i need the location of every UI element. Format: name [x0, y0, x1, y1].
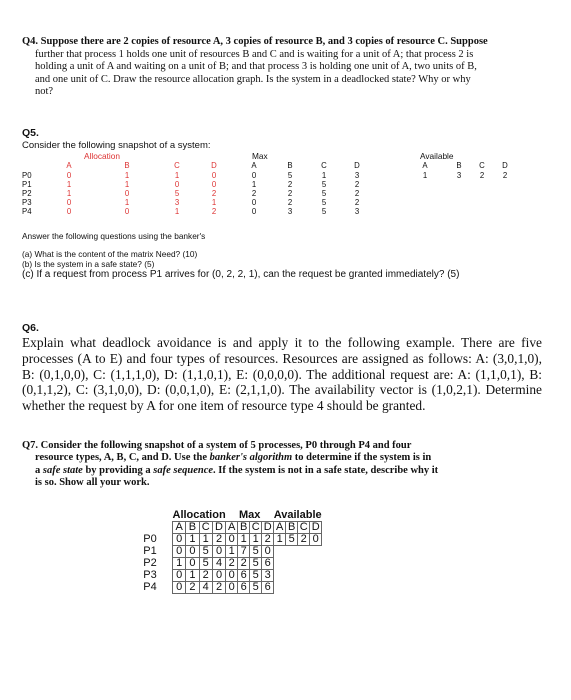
process-label: P1: [143, 545, 157, 557]
available-cell: 1: [274, 534, 286, 546]
question-4-line-5: not?: [35, 86, 54, 98]
allocation-cell: 0: [66, 171, 72, 180]
max-cell: 2: [354, 189, 360, 198]
allocation-cell: 1: [186, 570, 199, 582]
allocation-cell: 1: [66, 189, 72, 198]
max-col-b: B: [287, 161, 293, 170]
max-cell: 2: [251, 189, 257, 198]
table-row: [128, 570, 322, 582]
allocation-cell: 2: [212, 582, 225, 594]
max-col-a: A: [251, 161, 257, 170]
allocation-cell: 0: [211, 171, 217, 180]
allocation-cell: 3: [174, 198, 180, 207]
max-cell: 6: [262, 558, 274, 570]
question-5-instruction: Answer the following questions using the banker's: [22, 231, 206, 241]
question-5-part-b: (b) Is the system in a safe state? (5): [22, 259, 155, 269]
allocation-cell: 1: [211, 198, 217, 207]
max-col-d: D: [354, 161, 360, 170]
max-cell: 5: [250, 582, 262, 594]
available-cell: [286, 546, 298, 558]
process-label: P4: [143, 581, 157, 593]
resource-letter: B: [286, 522, 298, 534]
available-header: Available: [420, 151, 454, 161]
available-col-d: D: [502, 161, 508, 170]
allocation-header: Allocation: [172, 509, 226, 521]
max-cell: 5: [321, 207, 327, 216]
allocation-cell: 1: [66, 180, 72, 189]
resource-letter: B: [186, 522, 199, 534]
question-4: [22, 36, 522, 99]
available-cell: [298, 582, 310, 594]
max-cell: 3: [354, 171, 360, 180]
available-cell: [298, 558, 310, 570]
question-6-number: Q6.: [22, 322, 39, 334]
max-cell: 0: [251, 171, 257, 180]
max-header: Max: [252, 151, 268, 161]
resource-letter: A: [274, 522, 286, 534]
question-7-line-1: Consider the following snapshot of a system of 5 processes, P0 through P4 and four: [40, 440, 412, 451]
allocation-cell: 5: [174, 189, 180, 198]
max-cell: 2: [238, 558, 250, 570]
available-cell: [274, 582, 286, 594]
max-cell: 2: [287, 180, 293, 189]
allocation-cell: 0: [173, 534, 186, 546]
question-4-line-3: holding a unit of A and waiting on a unit of B; and that process 3 is holding one unit of A, two units of B,: [35, 61, 477, 73]
max-cell: 3: [354, 207, 360, 216]
question-7-line-3-a: a: [35, 464, 41, 476]
question-7-line-2-a: resource types, A, B, C, and D. Use the: [35, 452, 207, 464]
max-cell: 6: [238, 570, 250, 582]
max-cell: 2: [354, 198, 360, 207]
allocation-cell: 1: [186, 534, 199, 546]
allocation-cell: 2: [212, 534, 225, 546]
available-cell: 2: [298, 534, 310, 546]
available-cell: 1: [422, 171, 428, 180]
max-cell: 0: [226, 570, 238, 582]
available-cell: [274, 546, 286, 558]
allocation-cell: 4: [212, 558, 225, 570]
corner: [128, 510, 173, 522]
question-7-number: Q7.: [22, 440, 39, 451]
question-5-lead: Consider the following snapshot of a system:: [22, 140, 211, 151]
allocation-cell: 0: [186, 558, 199, 570]
allocation-cell: 0: [211, 180, 217, 189]
resource-letter: A: [173, 522, 186, 534]
available-cell: 5: [286, 534, 298, 546]
allocation-cell: 1: [174, 207, 180, 216]
allocation-cell: 2: [211, 207, 217, 216]
max-cell: 1: [251, 180, 257, 189]
question-7-safe-sequence: safe sequence: [153, 464, 214, 476]
process-label: P3: [22, 198, 32, 207]
allocation-cell: 2: [199, 570, 212, 582]
process-label: P3: [143, 569, 157, 581]
question-7-line-3-c: by providing a: [85, 464, 151, 476]
available-cell: [310, 582, 322, 594]
allocation-cell: 1: [124, 171, 130, 180]
process-label: P0: [143, 533, 157, 545]
process-label: P2: [143, 557, 157, 569]
available-cell: [310, 546, 322, 558]
available-cell: [286, 570, 298, 582]
table-row: [128, 534, 322, 546]
available-col-c: C: [479, 161, 485, 170]
allocation-cell: 1: [199, 534, 212, 546]
allocation-cell: 0: [173, 582, 186, 594]
available-cell: [274, 570, 286, 582]
question-7-safe-state: safe state: [42, 464, 83, 476]
resource-letter: C: [199, 522, 212, 534]
allocation-cell: 1: [124, 180, 130, 189]
question-5-part-c: (c) If a request from process P1 arrives for (0, 2, 2, 1), can the request be granted immediately? (5): [22, 269, 460, 280]
available-cell: [298, 546, 310, 558]
question-6-text: Explain what deadlock avoidance is and apply it to the following example. There are five processes (A to E) and four types of resources. Resources are assigned as follows: A: (3,0,1,0), B: (0,1,0,0), C: (1,1,1,0), D: (1,1,0,1), E: (0,0,0,0). The additional request are: A: (1,1,0,1), B: (0,1,1,2), C: (3,1,0,0), D: (0,0,1,0), E: (2,1,1,0). The availability vector is (1,0,2,1). Determine whether the request by A for one item of resource type 4 should be granted.: [22, 335, 542, 414]
max-cell: 5: [250, 570, 262, 582]
resource-letter: A: [226, 522, 238, 534]
max-cell: 5: [321, 180, 327, 189]
max-cell: 6: [262, 582, 274, 594]
question-7-table: [128, 510, 322, 594]
max-cell: 6: [238, 582, 250, 594]
allocation-cell: 2: [186, 582, 199, 594]
process-label: P2: [22, 189, 32, 198]
max-cell: 3: [287, 207, 293, 216]
max-cell: 2: [287, 198, 293, 207]
question-6: [22, 322, 542, 414]
question-4-line-1: Suppose there are 2 copies of resource A, 3 copies of resource B, and 3 copies of resource C. Suppose: [40, 36, 488, 47]
allocation-col-b: B: [124, 161, 130, 170]
max-cell: 1: [238, 534, 250, 546]
available-cell: [310, 558, 322, 570]
available-cell: [274, 558, 286, 570]
process-label: P1: [22, 180, 32, 189]
question-7-line-2: [22, 452, 542, 464]
allocation-cell: 0: [66, 207, 72, 216]
max-cell: 5: [250, 546, 262, 558]
max-cell: 1: [250, 534, 262, 546]
available-cell: [298, 570, 310, 582]
max-cell: 2: [226, 558, 238, 570]
allocation-cell: 1: [173, 558, 186, 570]
allocation-header: Allocation: [84, 151, 120, 161]
allocation-cell: 1: [174, 171, 180, 180]
allocation-cell: 0: [212, 546, 225, 558]
process-label: P4: [22, 207, 32, 216]
allocation-cell: 1: [124, 198, 130, 207]
available-cell: 0: [310, 534, 322, 546]
question-7-line-2-c: to determine if the system is in: [294, 452, 432, 464]
question-7-line-3-e: . If the system is not in a safe state, describe why it: [213, 464, 439, 476]
available-cell: [286, 582, 298, 594]
allocation-cell: 2: [211, 189, 217, 198]
max-cell: 0: [251, 207, 257, 216]
table-row: [128, 558, 322, 570]
max-cell: 0: [262, 546, 274, 558]
table-row: [128, 582, 322, 594]
allocation-col-a: A: [66, 161, 72, 170]
available-cell: [310, 570, 322, 582]
max-cell: 5: [287, 171, 293, 180]
allocation-cell: 0: [212, 570, 225, 582]
resource-letter: D: [262, 522, 274, 534]
available-col-a: A: [422, 161, 428, 170]
question-5: [22, 127, 542, 317]
max-cell: 1: [321, 171, 327, 180]
allocation-cell: 4: [199, 582, 212, 594]
question-7-line-3: [22, 465, 542, 477]
allocation-cell: 0: [173, 546, 186, 558]
max-cell: 7: [238, 546, 250, 558]
available-cell: 2: [479, 171, 485, 180]
question-7-line-4: is so. Show all your work.: [35, 477, 150, 489]
question-7: [22, 440, 542, 490]
max-cell: 2: [354, 180, 360, 189]
allocation-cell: 0: [174, 180, 180, 189]
resource-letter: C: [250, 522, 262, 534]
question-7-bankers-algorithm: banker's algorithm: [209, 452, 293, 464]
max-cell: 0: [251, 198, 257, 207]
corner: [128, 522, 173, 534]
max-cell: 0: [226, 534, 238, 546]
allocation-cell: 5: [199, 546, 212, 558]
question-5-part-a: (a) What is the content of the matrix Need? (10): [22, 249, 198, 259]
available-header: Available: [273, 509, 322, 521]
question-4-number: Q4.: [22, 36, 39, 47]
question-4-line-4: and one unit of C. Draw the resource allocation graph. Is the system in a deadlocked state? Why or why: [35, 73, 471, 85]
max-cell: 1: [226, 546, 238, 558]
table-row: [128, 546, 322, 558]
question-4-line-2: further that process 1 holds one unit of resources B and C and is waiting for a unit of A; that process 2 is: [35, 48, 474, 60]
max-cell: 5: [250, 558, 262, 570]
max-cell: 2: [287, 189, 293, 198]
max-col-c: C: [321, 161, 327, 170]
available-cell: 2: [502, 171, 508, 180]
allocation-col-c: C: [174, 161, 180, 170]
allocation-cell: 0: [66, 198, 72, 207]
max-cell: 0: [226, 582, 238, 594]
resource-letter: C: [298, 522, 310, 534]
allocation-cell: 0: [173, 570, 186, 582]
allocation-cell: 0: [124, 207, 130, 216]
resource-letter: B: [238, 522, 250, 534]
max-header: Max: [238, 509, 261, 521]
available-cell: 3: [456, 171, 462, 180]
resource-letter: D: [310, 522, 322, 534]
max-cell: 5: [321, 189, 327, 198]
available-cell: [286, 558, 298, 570]
max-cell: 3: [262, 570, 274, 582]
question-5-number: Q5.: [22, 127, 39, 139]
available-col-b: B: [456, 161, 462, 170]
resource-letter: D: [212, 522, 225, 534]
max-cell: 5: [321, 198, 327, 207]
allocation-cell: 0: [186, 546, 199, 558]
allocation-col-d: D: [211, 161, 217, 170]
process-label: P0: [22, 171, 32, 180]
allocation-cell: 5: [199, 558, 212, 570]
allocation-cell: 0: [124, 189, 130, 198]
max-cell: 2: [262, 534, 274, 546]
